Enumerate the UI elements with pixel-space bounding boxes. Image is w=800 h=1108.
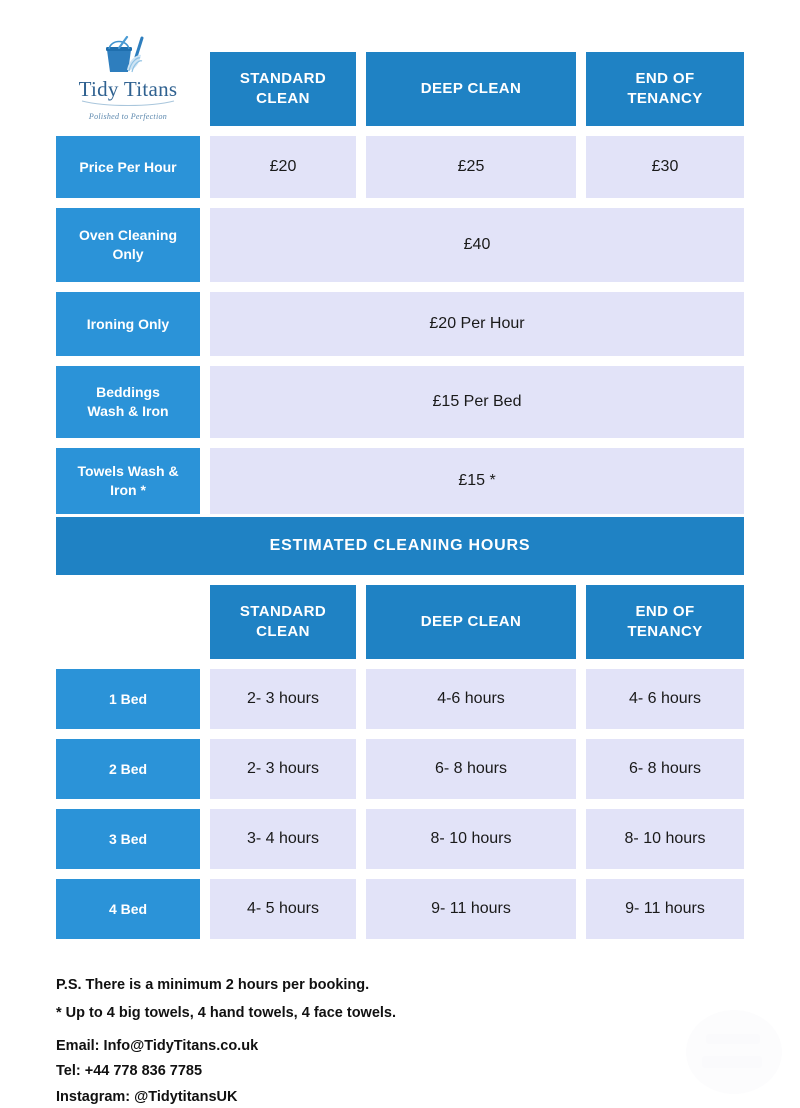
- cell-1bed-deep: 4-6 hours: [366, 669, 576, 729]
- row-label-1-bed: 1 Bed: [56, 669, 200, 729]
- hours-header-standard-clean: [210, 585, 356, 659]
- contact-tel[interactable]: Tel: +44 778 836 7785: [56, 1063, 203, 1080]
- hours-header-deep-line-1: DEEP CLEAN: [420, 612, 522, 630]
- table-row: [56, 879, 744, 939]
- cell-oven-cleaning-price: £40: [210, 208, 744, 282]
- pricing-header-standard-line-2: CLEAN: [256, 90, 310, 107]
- brand-tagline: Polished to Perfection: [88, 112, 168, 121]
- row-label-line-1: Towels Wash &: [77, 463, 179, 480]
- pricing-header-deep-clean: [366, 52, 576, 126]
- row-label-line-1: Oven Cleaning: [78, 227, 178, 244]
- row-label-line-2: Iron *: [110, 482, 146, 498]
- pricing-header-standard-clean: [210, 52, 356, 126]
- banner-title: ESTIMATED CLEANING HOURS: [269, 537, 531, 554]
- cell-price-deep: £25: [366, 136, 576, 198]
- row-label-towels-wash-iron: [56, 448, 200, 514]
- hours-header-end-of-tenancy: [586, 585, 744, 659]
- row-label-oven-cleaning-only: [56, 208, 200, 282]
- cell-4bed-eot: 9- 11 hours: [586, 879, 744, 939]
- contact-email[interactable]: Email: Info@TidyTitans.co.uk: [56, 1038, 259, 1054]
- row-label-4-bed: 4 Bed: [56, 879, 200, 939]
- row-label-ironing-only: [56, 292, 200, 356]
- cell-3bed-eot: 8- 10 hours: [586, 809, 744, 869]
- pricing-header-standard-line-1: STANDARD: [239, 69, 327, 87]
- row-label-text: Price Per Hour: [79, 158, 177, 175]
- pricing-header-spacer: [56, 52, 200, 126]
- pricing-header-deep-line-1: DEEP CLEAN: [420, 79, 522, 97]
- estimated-cleaning-hours-banner: [56, 517, 744, 575]
- hours-header-eot-line-2: TENANCY: [627, 623, 703, 640]
- table-row: [56, 448, 744, 514]
- brand-name: Tidy Titans: [78, 77, 178, 101]
- table-row: [56, 136, 744, 198]
- note-minimum-hours: P.S. There is a minimum 2 hours per booking.: [56, 977, 370, 993]
- contact-instagram[interactable]: Instagram: @TidytitansUK: [56, 1088, 238, 1105]
- row-label-2-bed: 2 Bed: [56, 739, 200, 799]
- cell-ironing-price: £20 Per Hour: [210, 292, 744, 356]
- pricing-table-header-row: [56, 52, 744, 126]
- hours-header-standard-line-1: STANDARD: [239, 602, 327, 620]
- row-label-price-per-hour: [56, 136, 200, 198]
- row-label-3-bed: 3 Bed: [56, 809, 200, 869]
- note-towels-asterisk: * Up to 4 big towels, 4 hand towels, 4 face towels.: [56, 1004, 397, 1021]
- row-label-line-2: Wash & Iron: [87, 403, 169, 419]
- row-label-beddings-wash-iron: [56, 366, 200, 438]
- pricing-table: [56, 52, 744, 524]
- cell-1bed-eot: 4- 6 hours: [586, 669, 744, 729]
- hours-table-header-row: [56, 585, 744, 659]
- hours-header-eot-line-1: END OF: [635, 602, 695, 620]
- pricing-header-end-of-tenancy: [586, 52, 744, 126]
- hours-header-spacer: [56, 585, 200, 659]
- pricing-header-eot-line-2: TENANCY: [627, 90, 703, 107]
- cell-1bed-standard: 2- 3 hours: [210, 669, 356, 729]
- table-row: [56, 739, 744, 799]
- cell-2bed-deep: 6- 8 hours: [366, 739, 576, 799]
- table-row: [56, 292, 744, 356]
- table-row: [56, 208, 744, 282]
- hours-header-standard-line-2: CLEAN: [256, 623, 310, 640]
- cell-2bed-standard: 2- 3 hours: [210, 739, 356, 799]
- cell-price-eot: £30: [586, 136, 744, 198]
- row-label-line-2: Only: [112, 246, 144, 262]
- cell-3bed-deep: 8- 10 hours: [366, 809, 576, 869]
- cell-3bed-standard: 3- 4 hours: [210, 809, 356, 869]
- footer-notes: [56, 972, 756, 1027]
- pricing-header-eot-line-1: END OF: [635, 69, 695, 87]
- row-label-line-1: Beddings: [96, 384, 160, 401]
- table-row: [56, 366, 744, 438]
- table-row: [56, 669, 744, 729]
- table-row: [56, 809, 744, 869]
- cell-price-standard: £20: [210, 136, 356, 198]
- cell-beddings-price: £15 Per Bed: [210, 366, 744, 438]
- row-label-text: Ironing Only: [86, 315, 170, 332]
- cell-2bed-eot: 6- 8 hours: [586, 739, 744, 799]
- cell-4bed-deep: 9- 11 hours: [366, 879, 576, 939]
- estimated-hours-table: [56, 585, 744, 949]
- cell-4bed-standard: 4- 5 hours: [210, 879, 356, 939]
- cell-towels-price: £15 *: [210, 448, 744, 514]
- contact-details: [56, 1034, 756, 1108]
- hours-header-deep-clean: [366, 585, 576, 659]
